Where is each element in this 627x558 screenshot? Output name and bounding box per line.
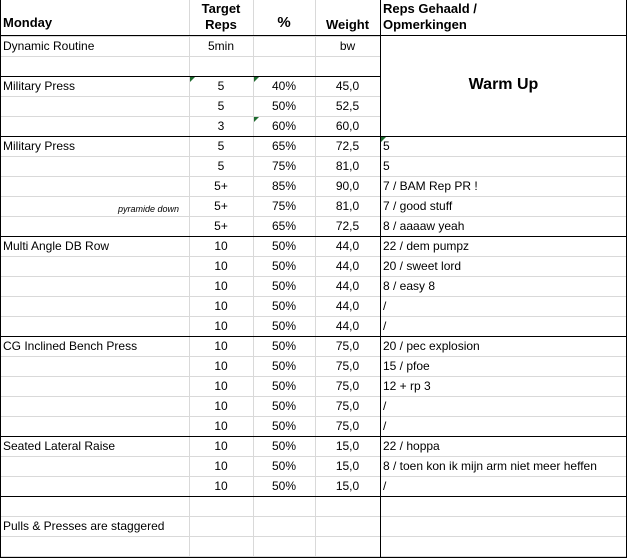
row-gridline [0, 256, 380, 257]
cell-exercise[interactable]: Seated Lateral Raise [3, 439, 116, 453]
cell-pct[interactable]: 75% [271, 159, 297, 173]
cell-exercise[interactable] [0, 119, 189, 134]
cell-weight[interactable]: 75,0 [335, 379, 360, 393]
row-gridline [380, 216, 627, 217]
cell-weight[interactable]: 45,0 [335, 79, 360, 93]
cell-reps[interactable]: 10 [214, 339, 228, 353]
header-border [0, 35, 627, 36]
cell-weight[interactable]: 75,0 [335, 359, 360, 373]
cell-result[interactable]: 7 / good stuff [383, 199, 453, 213]
row-gridline [380, 256, 627, 257]
cell-result[interactable]: / [383, 299, 387, 313]
cell-weight[interactable]: 72,5 [335, 219, 360, 233]
cell-reps[interactable]: 5+ [214, 199, 228, 213]
cell-exercise[interactable]: Military Press [3, 139, 76, 153]
row-gridline [0, 276, 380, 277]
cell-result[interactable]: 7 / BAM Rep PR ! [383, 179, 478, 193]
cell-reps[interactable]: 5 [217, 79, 225, 93]
cell-weight[interactable]: 44,0 [335, 259, 360, 273]
row-gridline [0, 96, 380, 97]
cell-pct[interactable]: 65% [271, 219, 297, 233]
cell-pct[interactable]: 65% [271, 139, 297, 153]
cell-reps[interactable] [189, 539, 253, 554]
cell-result[interactable]: / [383, 319, 387, 333]
cell-pct[interactable]: 50% [271, 479, 297, 493]
comment-indicator-icon[interactable] [254, 117, 259, 122]
cell-pct[interactable] [253, 59, 315, 74]
cell-reps[interactable]: 10 [214, 279, 228, 293]
column-gridline [315, 0, 316, 558]
cell-exercise[interactable] [0, 179, 189, 194]
cell-exercise[interactable]: Military Press [3, 79, 76, 93]
cell-weight[interactable]: 44,0 [335, 239, 360, 253]
cell-result[interactable] [380, 79, 627, 94]
cell-weight[interactable]: 81,0 [335, 199, 360, 213]
cell-pct[interactable] [253, 519, 315, 534]
cell-exercise[interactable]: Pulls & Presses are staggered [3, 519, 165, 533]
warm-up-label: Warm Up [468, 76, 539, 93]
cell-pct[interactable]: 60% [271, 119, 297, 133]
cell-exercise[interactable]: Multi Angle DB Row [3, 239, 110, 253]
cell-pct[interactable]: 75% [271, 199, 297, 213]
cell-pct[interactable]: 50% [271, 99, 297, 113]
cell-pct[interactable]: 40% [271, 79, 297, 93]
cell-exercise[interactable] [0, 99, 189, 114]
cell-pct[interactable]: 50% [271, 299, 297, 313]
row-gridline [380, 196, 627, 197]
cell-exercise[interactable] [0, 499, 189, 514]
cell-result[interactable]: / [383, 479, 387, 493]
cell-reps[interactable]: 5+ [214, 179, 228, 193]
cell-reps[interactable]: 5 [217, 159, 225, 173]
row-gridline [380, 516, 627, 517]
cell-weight[interactable]: 15,0 [335, 479, 360, 493]
cell-weight[interactable] [315, 519, 380, 534]
row-gridline [0, 196, 380, 197]
cell-reps[interactable]: 5+ [214, 219, 228, 233]
cell-result[interactable]: / [383, 399, 387, 413]
header-percent[interactable]: % [277, 16, 291, 31]
cell-exercise[interactable] [0, 479, 189, 494]
row-gridline [380, 476, 627, 477]
row-gridline [380, 356, 627, 357]
cell-reps[interactable]: 10 [214, 459, 228, 473]
cell-weight[interactable] [315, 59, 380, 74]
row-gridline [380, 296, 627, 297]
cell-reps[interactable]: 10 [214, 359, 228, 373]
cell-weight[interactable]: 15,0 [335, 439, 360, 453]
row-gridline [380, 396, 627, 397]
cell-result[interactable]: 20 / sweet lord [383, 259, 462, 273]
cell-reps[interactable]: 10 [214, 259, 228, 273]
cell-exercise[interactable] [0, 359, 189, 374]
cell-reps[interactable]: 10 [214, 419, 228, 433]
cell-result[interactable] [380, 519, 627, 534]
row-gridline [380, 176, 627, 177]
cell-pct[interactable]: 50% [271, 379, 297, 393]
row-gridline [0, 536, 380, 537]
cell-weight[interactable]: 81,0 [335, 159, 360, 173]
cell-result[interactable]: 5 [383, 139, 390, 153]
cell-exercise[interactable] [0, 379, 189, 394]
cell-exercise[interactable] [0, 159, 189, 174]
row-gridline [0, 116, 380, 117]
cell-reps[interactable]: 10 [214, 379, 228, 393]
cell-reps[interactable]: 10 [214, 479, 228, 493]
cell-result[interactable]: 12 + rp 3 [383, 379, 431, 393]
cell-result[interactable]: 8 / toen kon ik mijn arm niet meer heffen [383, 459, 597, 473]
cell-pct[interactable]: 50% [271, 399, 297, 413]
cell-exercise[interactable] [0, 219, 189, 234]
cell-weight[interactable] [315, 539, 380, 554]
cell-pct[interactable] [253, 39, 315, 54]
group-separator [0, 336, 627, 337]
row-gridline [0, 216, 380, 217]
row-gridline [0, 476, 380, 477]
cell-result[interactable] [380, 119, 627, 134]
cell-weight[interactable]: bw [339, 39, 356, 53]
cell-result[interactable] [380, 499, 627, 514]
cell-exercise[interactable]: Dynamic Routine [3, 39, 95, 53]
group-separator [0, 436, 627, 437]
cell-weight[interactable]: 72,5 [335, 139, 360, 153]
cell-weight[interactable]: 75,0 [335, 419, 360, 433]
cell-weight[interactable]: 15,0 [335, 459, 360, 473]
cell-exercise[interactable] [0, 539, 189, 554]
cell-reps[interactable]: 10 [214, 319, 228, 333]
row-gridline [0, 516, 380, 517]
row-gridline [0, 456, 380, 457]
cell-result[interactable]: 20 / pec explosion [383, 339, 480, 353]
cell-weight[interactable]: 75,0 [335, 339, 360, 353]
group-separator [0, 496, 627, 497]
cell-note: pyramide down [117, 204, 179, 214]
cell-result[interactable]: / [383, 419, 387, 433]
row-gridline [380, 276, 627, 277]
cell-exercise[interactable]: CG Inclined Bench Press [3, 339, 138, 353]
row-gridline [0, 356, 380, 357]
cell-reps[interactable]: 5 [217, 139, 225, 153]
cell-result[interactable] [380, 99, 627, 114]
cell-result[interactable]: 22 / dem pumpz [383, 239, 470, 253]
cell-weight[interactable] [315, 499, 380, 514]
cell-weight[interactable]: 75,0 [335, 399, 360, 413]
cell-pct[interactable] [253, 499, 315, 514]
group-separator [0, 236, 627, 237]
row-gridline [0, 416, 380, 417]
cell-exercise[interactable] [0, 259, 189, 274]
header-notes-2[interactable]: Opmerkingen [383, 18, 467, 32]
cell-result[interactable] [380, 539, 627, 554]
cell-exercise[interactable] [0, 59, 189, 74]
cell-weight[interactable]: 44,0 [335, 279, 360, 293]
cell-exercise[interactable] [0, 279, 189, 294]
cell-result[interactable] [380, 59, 627, 74]
cell-pct[interactable]: 50% [271, 459, 297, 473]
row-gridline [380, 456, 627, 457]
row-gridline [380, 156, 627, 157]
cell-pct[interactable]: 50% [271, 439, 297, 453]
cell-result[interactable]: 8 / aaaaw yeah [383, 219, 465, 233]
cell-weight[interactable]: 44,0 [335, 299, 360, 313]
cell-result[interactable] [380, 39, 627, 54]
cell-result[interactable]: 8 / easy 8 [383, 279, 436, 293]
comment-indicator-icon[interactable] [254, 77, 259, 82]
cell-exercise[interactable] [0, 459, 189, 474]
cell-pct[interactable]: 50% [271, 259, 297, 273]
header-notes-1[interactable]: Reps Gehaald / [383, 2, 477, 16]
column-gridline [253, 0, 254, 558]
cell-weight[interactable]: 44,0 [335, 319, 360, 333]
row-gridline [0, 36, 380, 37]
cell-pct[interactable]: 50% [271, 279, 297, 293]
row-gridline [0, 296, 380, 297]
cell-exercise[interactable] [0, 319, 189, 334]
cell-reps[interactable] [189, 59, 253, 74]
cell-result[interactable]: 5 [383, 159, 390, 173]
cell-reps[interactable]: 5 [217, 99, 225, 113]
cell-pct[interactable]: 50% [271, 359, 297, 373]
cell-pct[interactable]: 85% [271, 179, 297, 193]
row-gridline [380, 416, 627, 417]
row-gridline [0, 376, 380, 377]
cell-reps[interactable]: 3 [217, 119, 225, 133]
row-gridline [0, 56, 380, 57]
cell-weight[interactable]: 60,0 [335, 119, 360, 133]
row-gridline [380, 536, 627, 537]
cell-pct[interactable]: 50% [271, 419, 297, 433]
row-gridline [0, 156, 380, 157]
cell-pct[interactable]: 50% [271, 319, 297, 333]
header-target-reps-1[interactable]: Target [201, 2, 241, 16]
left-border [0, 0, 1, 558]
cell-result[interactable]: 15 / pfoe [383, 359, 430, 373]
cell-result[interactable]: 22 / hoppa [383, 439, 440, 453]
row-gridline [0, 316, 380, 317]
cell-exercise[interactable] [0, 299, 189, 314]
header-day[interactable]: Monday [3, 16, 53, 30]
cell-weight[interactable]: 90,0 [335, 179, 360, 193]
cell-weight[interactable]: 52,5 [335, 99, 360, 113]
cell-pct[interactable]: 50% [271, 339, 297, 353]
cell-reps[interactable]: 5min [207, 39, 234, 53]
cell-exercise[interactable] [0, 399, 189, 414]
cell-reps[interactable]: 10 [214, 399, 228, 413]
cell-reps[interactable]: 10 [214, 239, 228, 253]
header-target-reps-2[interactable]: Reps [205, 18, 237, 32]
header-weight[interactable]: Weight [325, 18, 370, 32]
group-separator [0, 136, 627, 137]
comment-indicator-icon[interactable] [190, 77, 195, 82]
cell-exercise[interactable] [0, 419, 189, 434]
cell-pct[interactable]: 50% [271, 239, 297, 253]
comment-indicator-icon[interactable] [381, 137, 386, 142]
row-gridline [0, 176, 380, 177]
cell-reps[interactable] [189, 499, 253, 514]
cell-reps[interactable]: 10 [214, 299, 228, 313]
row-gridline [380, 376, 627, 377]
row-gridline [0, 396, 380, 397]
column-gridline [189, 0, 190, 558]
cell-reps[interactable] [189, 519, 253, 534]
notes-column-border [380, 0, 381, 558]
cell-pct[interactable] [253, 539, 315, 554]
row-gridline [380, 316, 627, 317]
cell-reps[interactable]: 10 [214, 439, 228, 453]
